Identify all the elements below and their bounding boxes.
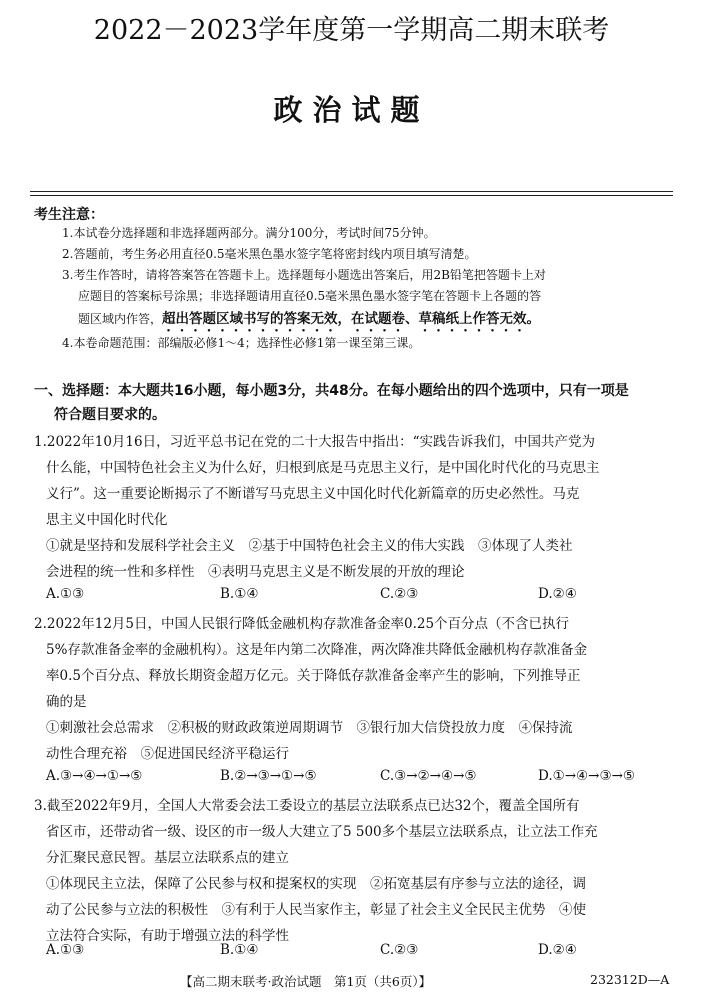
q3-option-c: C.②③ <box>380 942 419 958</box>
q2-line6: 动性合理充裕 ⑤促进国民经济平稳运行 <box>46 746 289 762</box>
q1-option-b: B.①④ <box>220 586 259 602</box>
notice-item-3-plain: 题区域内作答， <box>78 312 163 326</box>
q2-line2: 5%存款准备金率的金融机构）。这是年内第二次降准，两次降准共降低金融机构存款准备金 <box>46 642 588 658</box>
q2-option-d: D.①→④→③→⑤ <box>538 768 635 784</box>
q2-line5: ①刺激社会总需求 ②积极的财政政策逆周期调节 ③银行加大信贷投放力度 ④保持流 <box>46 720 573 736</box>
q3-line3: 分汇聚民意民智。基层立法联系点的建立 <box>46 850 289 866</box>
notice-item-3-cont2 <box>78 307 540 335</box>
q2-line1: 2.2022年12月5日，中国人民银行降低金融机构存款准备金率0.25个百分点（不含已执行 <box>34 616 570 632</box>
q3-line2: 省区市，还带动省一级、设区的市一级人大建立了5 500多个基层立法联系点，让立法工作充 <box>46 824 598 840</box>
q3-line1: 3.截至2022年9月，全国人大常委会法工委设立的基层立法联系点已达32个，覆盖全国所有 <box>34 798 580 814</box>
divider-top <box>30 191 673 192</box>
q1-line1: 1.2022年10月16日，习近平总书记在党的二十大报告中指出：“实践告诉我们，中国共产党为 <box>34 434 595 450</box>
q3-line4: ①体现民主立法，保障了公民参与权和提案权的实现 ②拓宽基层有序参与立法的途径，调 <box>46 876 586 892</box>
divider-bottom <box>30 195 673 196</box>
section-heading: 一、选择题：本大题共16小题，每小题3分，共48分。在每小题给出的四个选项中，只有一项是 <box>34 383 629 399</box>
page-footer: 【高二期末联考·政治试题 第1页（共6页）】 <box>180 974 432 989</box>
notice-item-3-cont: 应题目的答案标号涂黑；非选择题请用直径0.5毫米黑色墨水签字笔在答题卡上各题的答 <box>78 289 542 303</box>
q2-option-a: A.③→④→①→⑤ <box>46 768 143 784</box>
q1-line6: 会进程的统一性和多样性 ④表明马克思主义是不断发展的开放的理论 <box>46 564 465 580</box>
notice-item-4: 4.本卷命题范围：部编版必修1～4；选择性必修1第一课至第三课。 <box>62 336 421 350</box>
q1-option-c: C.②③ <box>380 586 419 602</box>
q2-option-c: C.③→②→④→⑤ <box>380 768 477 784</box>
q3-line5: 动了公民参与立法的积极性 ③有利于人民当家作主，彰显了社会主义全民民主优势 ④使 <box>46 902 586 918</box>
q3-option-d: D.②④ <box>538 942 577 958</box>
q1-line4: 思主义中国化时代化 <box>46 512 168 528</box>
q1-option-d: D.②④ <box>538 586 577 602</box>
notice-emphasis: 超出答题区域书写的答案无效，在试题卷、草稿纸上作答无效。 <box>162 311 541 327</box>
q1-line5: ①就是坚持和发展科学社会主义 ②基于中国特色社会主义的伟大实践 ③体现了人类社 <box>46 538 573 554</box>
q1-option-a: A.①③ <box>46 586 85 602</box>
q3-option-b: B.①④ <box>220 942 259 958</box>
subject-title: 政治试题 <box>273 93 430 127</box>
exam-title: 2022－2023学年度第一学期高二期末联考 <box>93 15 610 46</box>
notice-item-3: 3.考生作答时，请将答案答在答题卡上。选择题每小题选出答案后，用2B铅笔把答题卡上对 <box>62 268 546 282</box>
notice-item-2: 2.答题前，考生务必用直径0.5毫米黑色墨水签字笔将密封线内项目填写清楚。 <box>62 247 477 261</box>
q3-line6: 立法符合实际，有助于增强立法的科学性 <box>46 928 289 944</box>
q1-line2: 什么能，中国特色社会主义为什么好，归根到底是马克思主义行，是中国化时代化的马克思主 <box>46 460 600 476</box>
notice-item-1: 1.本试卷分选择题和非选择题两部分。满分100分，考试时间75分钟。 <box>62 226 436 240</box>
q2-option-b: B.②→③→①→⑤ <box>220 768 317 784</box>
q2-line3: 率0.5个百分点、释放长期资金超万亿元。关于降低存款准备金率产生的影响，下列推导正 <box>46 668 581 684</box>
q3-option-a: A.①③ <box>46 942 85 958</box>
paper-code: 232312D—A <box>590 972 670 987</box>
section-heading-cont: 符合题目要求的。 <box>54 407 166 423</box>
q2-line4: 确的是 <box>46 694 87 710</box>
notice-heading: 考生注意： <box>34 207 104 223</box>
q1-line3: 义行”。这一重要论断揭示了不断谱写马克思主义中国化时代化新篇章的历史必然性。马克 <box>46 486 580 502</box>
